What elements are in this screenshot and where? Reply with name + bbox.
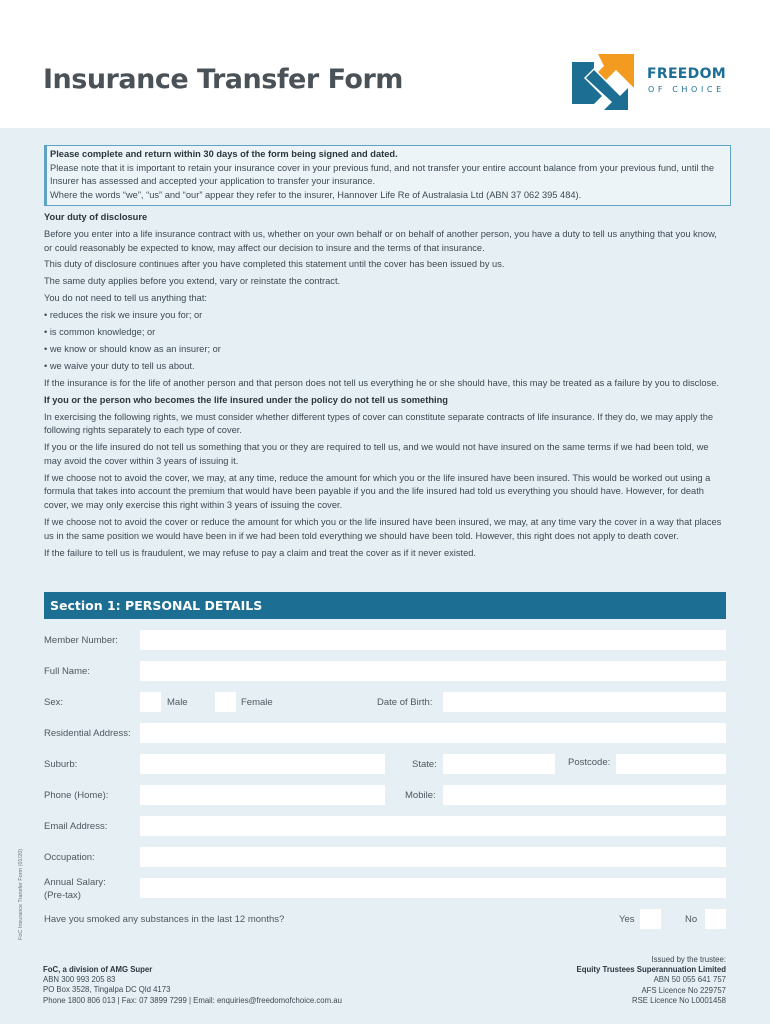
footer-abn: ABN 300 993 205 83 (43, 975, 116, 985)
footer-contact: Phone 1800 806 013 | Fax: 07 3899 7299 | Email: enquiries@freedomofchoice.com.au (43, 995, 342, 1005)
non-disclosure-heading: If you or the person who becomes the life insured under the policy do not tell us something (44, 394, 448, 405)
disclosure-paragraph: This duty of disclosure continues after you have completed this statement until the cover has been issued by us. (44, 259, 505, 270)
footer-afs-licence: AFS Licence No 229757 (641, 985, 726, 995)
section-1-header: Section 1: PERSONAL DETAILS (44, 592, 726, 619)
member-number-label: Member Number: (44, 635, 118, 646)
smoked-yes-label: Yes (619, 914, 635, 925)
footer-right (577, 955, 726, 1006)
smoked-yes-checkbox[interactable] (640, 909, 661, 929)
notice-line-1: Please complete and return within 30 days of the form being signed and dated. (50, 149, 398, 159)
state-label: State: (412, 759, 437, 770)
phone-home-label: Phone (Home): (44, 790, 109, 801)
logo-text-freedom: FREEDOM (647, 66, 727, 82)
logo-mark-icon (572, 54, 634, 112)
form-version-sidenote: FoC Insurance Transfer Form (01/20) (18, 848, 24, 940)
disclosure-paragraph: If the failure to tell us is fraudulent, we may refuse to pay a claim and treat the cover as if it never existed. (44, 547, 477, 558)
full-name-input[interactable] (140, 661, 726, 681)
full-name-label: Full Name: (44, 666, 90, 677)
page-title: Insurance Transfer Form (43, 64, 403, 95)
smoked-no-checkbox[interactable] (705, 909, 726, 929)
disclosure-paragraph: You do not need to tell us anything that: (44, 293, 207, 304)
notice-line-2: Please note that it is important to retain your insurance cover in your previous fund, and not transfer your entire account balance from your previous fund, until the Insurer has assessed and accepted your application to transfer your insurance. (50, 162, 715, 187)
disclosure-paragraph: If you or the life insured do not tell us something that you or they are required to tell us, and we would not have insured on the same terms if we had been told, we may avoid the cover within 3 years of issuing it. (44, 442, 709, 466)
suburb-label: Suburb: (44, 759, 78, 770)
disclosure-heading: Your duty of disclosure (44, 212, 148, 222)
occupation-label: Occupation: (44, 852, 95, 863)
footer-po-box: PO Box 3528, Tingalpa DC Qld 4173 (43, 985, 171, 995)
disclosure-paragraph: The same duty applies before you extend, vary or reinstate the contract. (44, 276, 341, 287)
freedom-of-choice-logo (572, 54, 732, 114)
email-label: Email Address: (44, 821, 108, 832)
male-checkbox[interactable] (140, 692, 161, 712)
disclosure-bullet: • reduces the risk we insure you for; or (44, 310, 203, 321)
disclosure-paragraph: Before you enter into a life insurance contract with us, whether on your own behalf or on behalf of another person, you have a duty to tell us anything that you know, or could reasonably be expected to know, may affect our decision to insure and the terms of that insurance. (44, 228, 717, 253)
footer-issued-by: Issued by the trustee: (651, 955, 726, 964)
phone-home-input[interactable] (140, 785, 385, 805)
mobile-label: Mobile: (405, 790, 436, 801)
disclosure-bullet: • is common knowledge; or (44, 327, 156, 338)
annual-salary-label: Annual Salary: (44, 877, 106, 888)
postcode-input[interactable] (616, 754, 726, 774)
email-input[interactable] (140, 816, 726, 836)
notice-box (44, 145, 731, 206)
residential-address-label: Residential Address: (44, 728, 131, 739)
disclosure-paragraph: In exercising the following rights, we must consider whether different types of cover can constitute separate contracts of life insurance. If they do, we may apply the following rights separately to each type of cover. (44, 411, 714, 436)
logo-text-of-choice: OF CHOICE (648, 85, 725, 94)
disclosure-bullet: • we know or should know as an insurer; or (44, 343, 221, 354)
annual-salary-sublabel: (Pre-tax) (44, 890, 81, 901)
sex-label: Sex: (44, 697, 64, 708)
footer-trustee-abn: ABN 50 055 641 757 (653, 975, 726, 985)
smoked-question-label: Have you smoked any substances in the last 12 months? (44, 914, 285, 925)
disclosure-bullet: • we waive your duty to tell us about. (44, 360, 195, 371)
disclosure-paragraph: If we choose not to avoid the cover or reduce the amount for which you or the life insured have been insured, we may, at any time vary the cover in a way that places us in the same position we would have been in if we had been told everything we should have been told. However, this right does not apply to death cover. (44, 516, 722, 541)
male-label: Male (167, 697, 188, 708)
suburb-input[interactable] (140, 754, 385, 774)
date-of-birth-input[interactable] (443, 692, 726, 712)
disclosure-paragraph: If we choose not to avoid the cover, we may, at any time, reduce the amount for which you or the life insured have been insured. This would be worked out using a formula that takes into account the premium that would have been payable if you and the life insured had told us everything you should have. However, for death cover, we may only exercise this right within 3 years of issuing the cover. (44, 472, 711, 511)
disclosure-paragraph: If the insurance is for the life of another person and that person does not tell us everything he or she should have, this may be treated as a failure by you to disclose. (44, 377, 719, 388)
notice-line-3: Where the words “we”, “us” and “our” appear they refer to the insurer, Hannover Life Re of Australasia Ltd (ABN 37 062 395 484). (50, 190, 582, 201)
footer-left (43, 965, 342, 1006)
residential-address-input[interactable] (140, 723, 726, 743)
member-number-input[interactable] (140, 630, 726, 650)
mobile-input[interactable] (443, 785, 726, 805)
annual-salary-input[interactable] (140, 878, 726, 898)
footer-rse-licence: RSE Licence No L0001458 (631, 995, 726, 1005)
female-label: Female (241, 697, 273, 708)
occupation-input[interactable] (140, 847, 726, 867)
footer-company-name: FoC, a division of AMG Super (43, 965, 153, 974)
duty-of-disclosure (44, 211, 724, 563)
footer-trustee-name: Equity Trustees Superannuation Limited (576, 965, 726, 975)
female-checkbox[interactable] (215, 692, 236, 712)
postcode-label: Postcode: (568, 757, 611, 768)
date-of-birth-label: Date of Birth: (377, 697, 433, 708)
page-header (0, 0, 770, 128)
state-input[interactable] (443, 754, 555, 774)
smoked-no-label: No (685, 914, 698, 925)
